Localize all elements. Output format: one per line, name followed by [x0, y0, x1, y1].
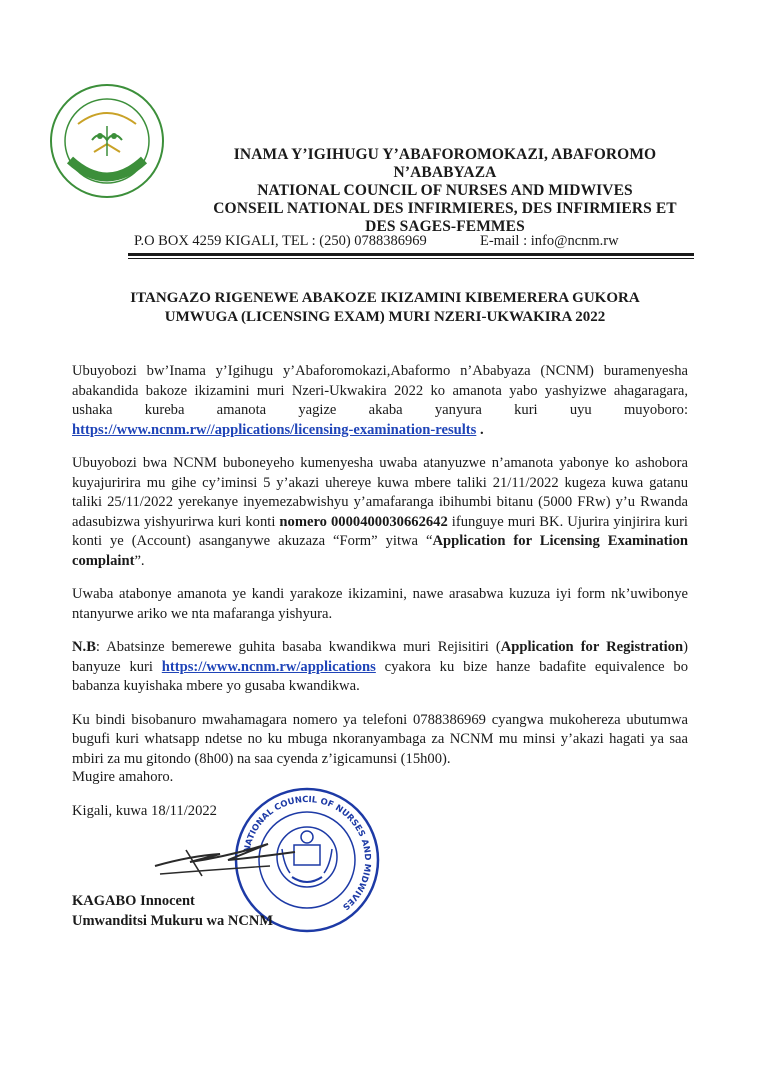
- announcement-title: [80, 289, 690, 327]
- title-line-1: ITANGAZO RIGENEWE ABAKOZE IKIZAMINI KIBEMERERA GUKORA: [130, 290, 640, 306]
- address-text: P.O BOX 4259 KIGALI, TEL : (250) 0788386969: [134, 233, 427, 249]
- header-rule-thick: [128, 253, 694, 256]
- note-label: N.B: [72, 639, 96, 655]
- contact-line: [134, 233, 694, 250]
- complaint-text-a: Ubuyobozi bwa NCNM buboneyeho kumenyesha uwaba atanyuzwe n’amanota yabonye ko ashobora kuyajuririra mu gihe cy’iminsi 5 y’akazi uhereye kuwa mbere taliki 21/11/2022 kugeza kuwa gatanu taliki 25/11/2022 yerekanye inyemezabwishyu y’amafaranga ibihumbi bitanu (5000 FRw) y’u Rwanda adasubizwa yishyurirwa kuri konti: [72, 455, 688, 530]
- organization-header: [200, 146, 690, 236]
- handwritten-signature-icon: [150, 826, 300, 886]
- complaint-text-c: ”.: [134, 552, 145, 569]
- results-link[interactable]: https://www.ncnm.rw//applications/licensing-examination-results: [72, 421, 477, 438]
- paragraph-contact-info: Ku bindi bisobanuro mwahamagara nomero ya telefoni 0788386969 cyangwa mukohereza ubutumwa bugufi kuri whatsapp ndetse no ku mbuga nkoranyambaga za NCNM mu minsi y’akazi hagati ya saa mbiri za mu gitondo (8h00) na saa cyenda z’igicamunsi (15h00).: [72, 711, 688, 767]
- complaint-form-name: Application for Licensing Examination complaint: [72, 533, 689, 569]
- header-line-kinyarwanda: INAMA Y’IGIHUGU Y’ABAFOROMOKAZI, ABAFOROMO: [233, 146, 657, 163]
- applications-link[interactable]: https://www.ncnm.rw/applications: [161, 658, 376, 675]
- paragraph-results: [72, 362, 688, 440]
- greeting: Mugire amahoro.: [72, 769, 174, 785]
- paragraph-missing-results: Uwaba atabonye amanota ye kandi yarakoze ikizamini, nawe arasabwa kuzuza iyi form nk’uwibonye ntanyurwe ariko we nta mafaranga yishyura.: [72, 586, 688, 622]
- ncnm-logo-icon: [48, 82, 166, 200]
- paragraph-results-text: Ubuyobozi bw’Inama y’Igihugu y’Abaforomokazi,Abaformo n’Ababyaza (NCNM) buramenyesha abakandida bakoze ikizamini muri Nzeri-Ukwakira 2022 ko amanota yabo yashyizwe ahagaragara, ushaka kureba amanota yagize akaba yanyura kuri uyu muyoboro:: [72, 363, 688, 418]
- note-text-a: : Abatsinze bemerewe guhita basaba kwandikwa muri Rejisitiri (: [95, 639, 501, 655]
- registration-application-name: Application for Registration: [500, 639, 684, 655]
- note-text-b: ) banyuze kuri: [72, 639, 688, 675]
- stamp-ring-text: NATIONAL COUNCIL OF NURSES AND MIDWIVES: [242, 794, 373, 912]
- place-date: Kigali, kuwa 18/11/2022: [72, 803, 217, 819]
- header-line-french: CONSEIL NATIONAL DES INFIRMIERES, DES INFIRMIERS ET: [213, 200, 677, 217]
- complaint-text-b: ifunguye muri BK. Ujurira yinjirira kuri konti ye (Account) asanganywe akuzaza “Form” yitwa “: [72, 513, 688, 549]
- paragraph-note: [72, 638, 688, 697]
- header-line-english: NATIONAL COUNCIL OF NURSES AND MIDWIVES: [257, 182, 633, 199]
- note-text-c: cyakora ku bize hanze badafite equivalence bo babanza kuyishaka mbere yo gusaba kwandikwa.: [72, 658, 688, 694]
- header-line-french-cont: DES SAGES-FEMMES: [365, 218, 525, 235]
- results-link-end: .: [476, 421, 484, 438]
- signer-title: Umwanditsi Mukuru wa NCNM: [72, 913, 274, 929]
- announcement-body: [72, 362, 688, 783]
- email-text: E-mail : info@ncnm.rw: [480, 233, 619, 249]
- account-number: nomero 0000400030662642: [279, 513, 448, 530]
- signer-name: KAGABO Innocent: [72, 893, 195, 909]
- title-line-2: UMWUGA (LICENSING EXAM) MURI NZERI-UKWAKIRA 2022: [164, 309, 606, 325]
- header-rule-thin: [128, 258, 694, 259]
- paragraph-complaint: [72, 454, 688, 571]
- header-line-kinyarwanda-cont: N’ABABYAZA: [393, 164, 497, 181]
